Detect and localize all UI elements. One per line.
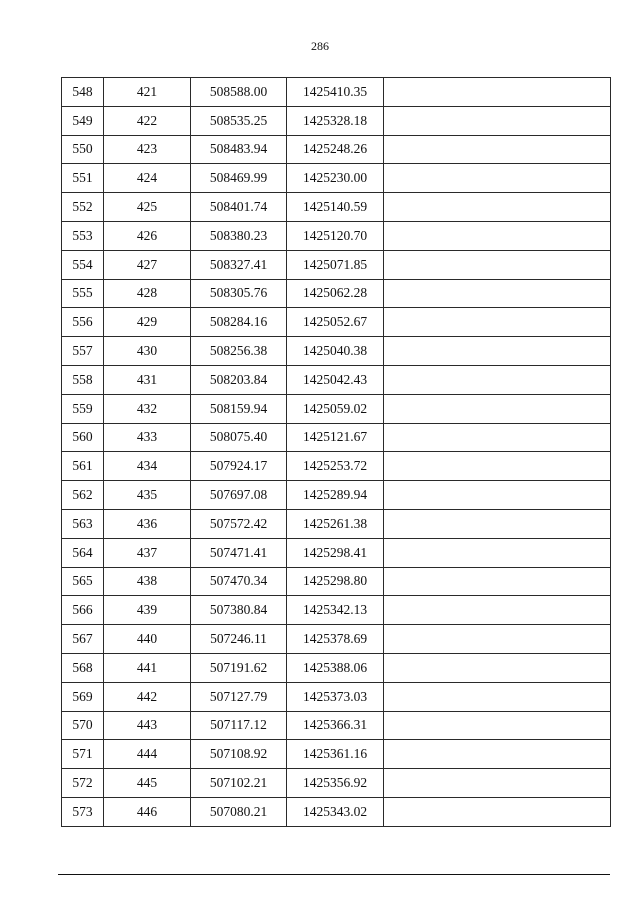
note-cell — [384, 538, 611, 567]
row-index-cell: 573 — [62, 797, 104, 826]
x-coordinate-cell: 507471.41 — [191, 538, 287, 567]
point-number-cell: 431 — [104, 365, 191, 394]
row-index-cell: 560 — [62, 423, 104, 452]
note-cell — [384, 769, 611, 798]
x-coordinate-cell: 508380.23 — [191, 221, 287, 250]
point-number-cell: 436 — [104, 509, 191, 538]
row-index-cell: 558 — [62, 365, 104, 394]
y-coordinate-cell: 1425071.85 — [287, 250, 384, 279]
table-row — [62, 221, 611, 250]
note-cell — [384, 682, 611, 711]
y-coordinate-cell: 1425328.18 — [287, 106, 384, 135]
y-coordinate-cell: 1425248.26 — [287, 135, 384, 164]
table-row — [62, 279, 611, 308]
table-row — [62, 135, 611, 164]
point-number-cell: 434 — [104, 452, 191, 481]
row-index-cell: 550 — [62, 135, 104, 164]
table-row — [62, 596, 611, 625]
y-coordinate-cell: 1425040.38 — [287, 337, 384, 366]
y-coordinate-cell: 1425253.72 — [287, 452, 384, 481]
table-row — [62, 509, 611, 538]
y-coordinate-cell: 1425366.31 — [287, 711, 384, 740]
point-number-cell: 438 — [104, 567, 191, 596]
point-number-cell: 422 — [104, 106, 191, 135]
x-coordinate-cell: 508535.25 — [191, 106, 287, 135]
point-number-cell: 426 — [104, 221, 191, 250]
y-coordinate-cell: 1425298.41 — [287, 538, 384, 567]
table-row — [62, 365, 611, 394]
point-number-cell: 423 — [104, 135, 191, 164]
point-number-cell: 421 — [104, 78, 191, 107]
table-row — [62, 797, 611, 826]
x-coordinate-cell: 507080.21 — [191, 797, 287, 826]
note-cell — [384, 452, 611, 481]
y-coordinate-cell: 1425289.94 — [287, 481, 384, 510]
note-cell — [384, 596, 611, 625]
x-coordinate-cell: 508256.38 — [191, 337, 287, 366]
y-coordinate-cell: 1425342.13 — [287, 596, 384, 625]
point-number-cell: 424 — [104, 164, 191, 193]
row-index-cell: 564 — [62, 538, 104, 567]
y-coordinate-cell: 1425042.43 — [287, 365, 384, 394]
x-coordinate-cell: 507102.21 — [191, 769, 287, 798]
y-coordinate-cell: 1425059.02 — [287, 394, 384, 423]
table-row — [62, 769, 611, 798]
point-number-cell: 435 — [104, 481, 191, 510]
note-cell — [384, 394, 611, 423]
row-index-cell: 549 — [62, 106, 104, 135]
y-coordinate-cell: 1425261.38 — [287, 509, 384, 538]
row-index-cell: 557 — [62, 337, 104, 366]
x-coordinate-cell: 507470.34 — [191, 567, 287, 596]
point-number-cell: 446 — [104, 797, 191, 826]
row-index-cell: 562 — [62, 481, 104, 510]
x-coordinate-cell: 508327.41 — [191, 250, 287, 279]
row-index-cell: 561 — [62, 452, 104, 481]
y-coordinate-cell: 1425378.69 — [287, 625, 384, 654]
x-coordinate-cell: 507127.79 — [191, 682, 287, 711]
row-index-cell: 572 — [62, 769, 104, 798]
y-coordinate-cell: 1425062.28 — [287, 279, 384, 308]
y-coordinate-cell: 1425356.92 — [287, 769, 384, 798]
y-coordinate-cell: 1425361.16 — [287, 740, 384, 769]
point-number-cell: 437 — [104, 538, 191, 567]
table-row — [62, 452, 611, 481]
table-row — [62, 682, 611, 711]
point-number-cell: 440 — [104, 625, 191, 654]
x-coordinate-cell: 507697.08 — [191, 481, 287, 510]
point-number-cell: 432 — [104, 394, 191, 423]
x-coordinate-cell: 507108.92 — [191, 740, 287, 769]
note-cell — [384, 221, 611, 250]
y-coordinate-cell: 1425230.00 — [287, 164, 384, 193]
note-cell — [384, 279, 611, 308]
note-cell — [384, 567, 611, 596]
table-row — [62, 538, 611, 567]
note-cell — [384, 740, 611, 769]
point-number-cell: 429 — [104, 308, 191, 337]
point-number-cell: 442 — [104, 682, 191, 711]
x-coordinate-cell: 507380.84 — [191, 596, 287, 625]
x-coordinate-cell: 508401.74 — [191, 193, 287, 222]
row-index-cell: 556 — [62, 308, 104, 337]
y-coordinate-cell: 1425388.06 — [287, 653, 384, 682]
note-cell — [384, 481, 611, 510]
y-coordinate-cell: 1425410.35 — [287, 78, 384, 107]
row-index-cell: 552 — [62, 193, 104, 222]
row-index-cell: 554 — [62, 250, 104, 279]
x-coordinate-cell: 507117.12 — [191, 711, 287, 740]
row-index-cell: 559 — [62, 394, 104, 423]
note-cell — [384, 797, 611, 826]
row-index-cell: 571 — [62, 740, 104, 769]
point-number-cell: 425 — [104, 193, 191, 222]
point-number-cell: 427 — [104, 250, 191, 279]
point-number-cell: 430 — [104, 337, 191, 366]
y-coordinate-cell: 1425052.67 — [287, 308, 384, 337]
row-index-cell: 568 — [62, 653, 104, 682]
table-row — [62, 567, 611, 596]
row-index-cell: 553 — [62, 221, 104, 250]
note-cell — [384, 193, 611, 222]
note-cell — [384, 164, 611, 193]
row-index-cell: 570 — [62, 711, 104, 740]
note-cell — [384, 250, 611, 279]
y-coordinate-cell: 1425343.02 — [287, 797, 384, 826]
x-coordinate-cell: 508469.99 — [191, 164, 287, 193]
x-coordinate-cell: 508305.76 — [191, 279, 287, 308]
row-index-cell: 551 — [62, 164, 104, 193]
table-row — [62, 653, 611, 682]
table-row — [62, 193, 611, 222]
x-coordinate-cell: 507191.62 — [191, 653, 287, 682]
note-cell — [384, 365, 611, 394]
note-cell — [384, 625, 611, 654]
note-cell — [384, 106, 611, 135]
page-number: 286 — [311, 39, 329, 53]
note-cell — [384, 711, 611, 740]
table-row — [62, 394, 611, 423]
point-number-cell: 443 — [104, 711, 191, 740]
x-coordinate-cell: 508588.00 — [191, 78, 287, 107]
row-index-cell: 548 — [62, 78, 104, 107]
table-row — [62, 308, 611, 337]
y-coordinate-cell: 1425121.67 — [287, 423, 384, 452]
y-coordinate-cell: 1425373.03 — [287, 682, 384, 711]
x-coordinate-cell: 507924.17 — [191, 452, 287, 481]
table-row — [62, 164, 611, 193]
note-cell — [384, 423, 611, 452]
row-index-cell: 565 — [62, 567, 104, 596]
point-number-cell: 439 — [104, 596, 191, 625]
coordinates-table — [61, 77, 611, 827]
y-coordinate-cell: 1425140.59 — [287, 193, 384, 222]
point-number-cell: 445 — [104, 769, 191, 798]
table-row — [62, 711, 611, 740]
table-row — [62, 337, 611, 366]
x-coordinate-cell: 508483.94 — [191, 135, 287, 164]
note-cell — [384, 653, 611, 682]
x-coordinate-cell: 507246.11 — [191, 625, 287, 654]
table-row — [62, 78, 611, 107]
x-coordinate-cell: 508284.16 — [191, 308, 287, 337]
point-number-cell: 428 — [104, 279, 191, 308]
point-number-cell: 444 — [104, 740, 191, 769]
row-index-cell: 569 — [62, 682, 104, 711]
x-coordinate-cell: 508075.40 — [191, 423, 287, 452]
footer-rule — [58, 874, 610, 875]
table-row — [62, 481, 611, 510]
y-coordinate-cell: 1425298.80 — [287, 567, 384, 596]
table-row — [62, 740, 611, 769]
point-number-cell: 433 — [104, 423, 191, 452]
table-row — [62, 106, 611, 135]
x-coordinate-cell: 507572.42 — [191, 509, 287, 538]
table-body — [62, 78, 611, 827]
table-row — [62, 250, 611, 279]
note-cell — [384, 509, 611, 538]
note-cell — [384, 135, 611, 164]
table-row — [62, 423, 611, 452]
table-row — [62, 625, 611, 654]
row-index-cell: 555 — [62, 279, 104, 308]
row-index-cell: 563 — [62, 509, 104, 538]
note-cell — [384, 308, 611, 337]
note-cell — [384, 337, 611, 366]
y-coordinate-cell: 1425120.70 — [287, 221, 384, 250]
point-number-cell: 441 — [104, 653, 191, 682]
note-cell — [384, 78, 611, 107]
x-coordinate-cell: 508159.94 — [191, 394, 287, 423]
x-coordinate-cell: 508203.84 — [191, 365, 287, 394]
row-index-cell: 567 — [62, 625, 104, 654]
row-index-cell: 566 — [62, 596, 104, 625]
